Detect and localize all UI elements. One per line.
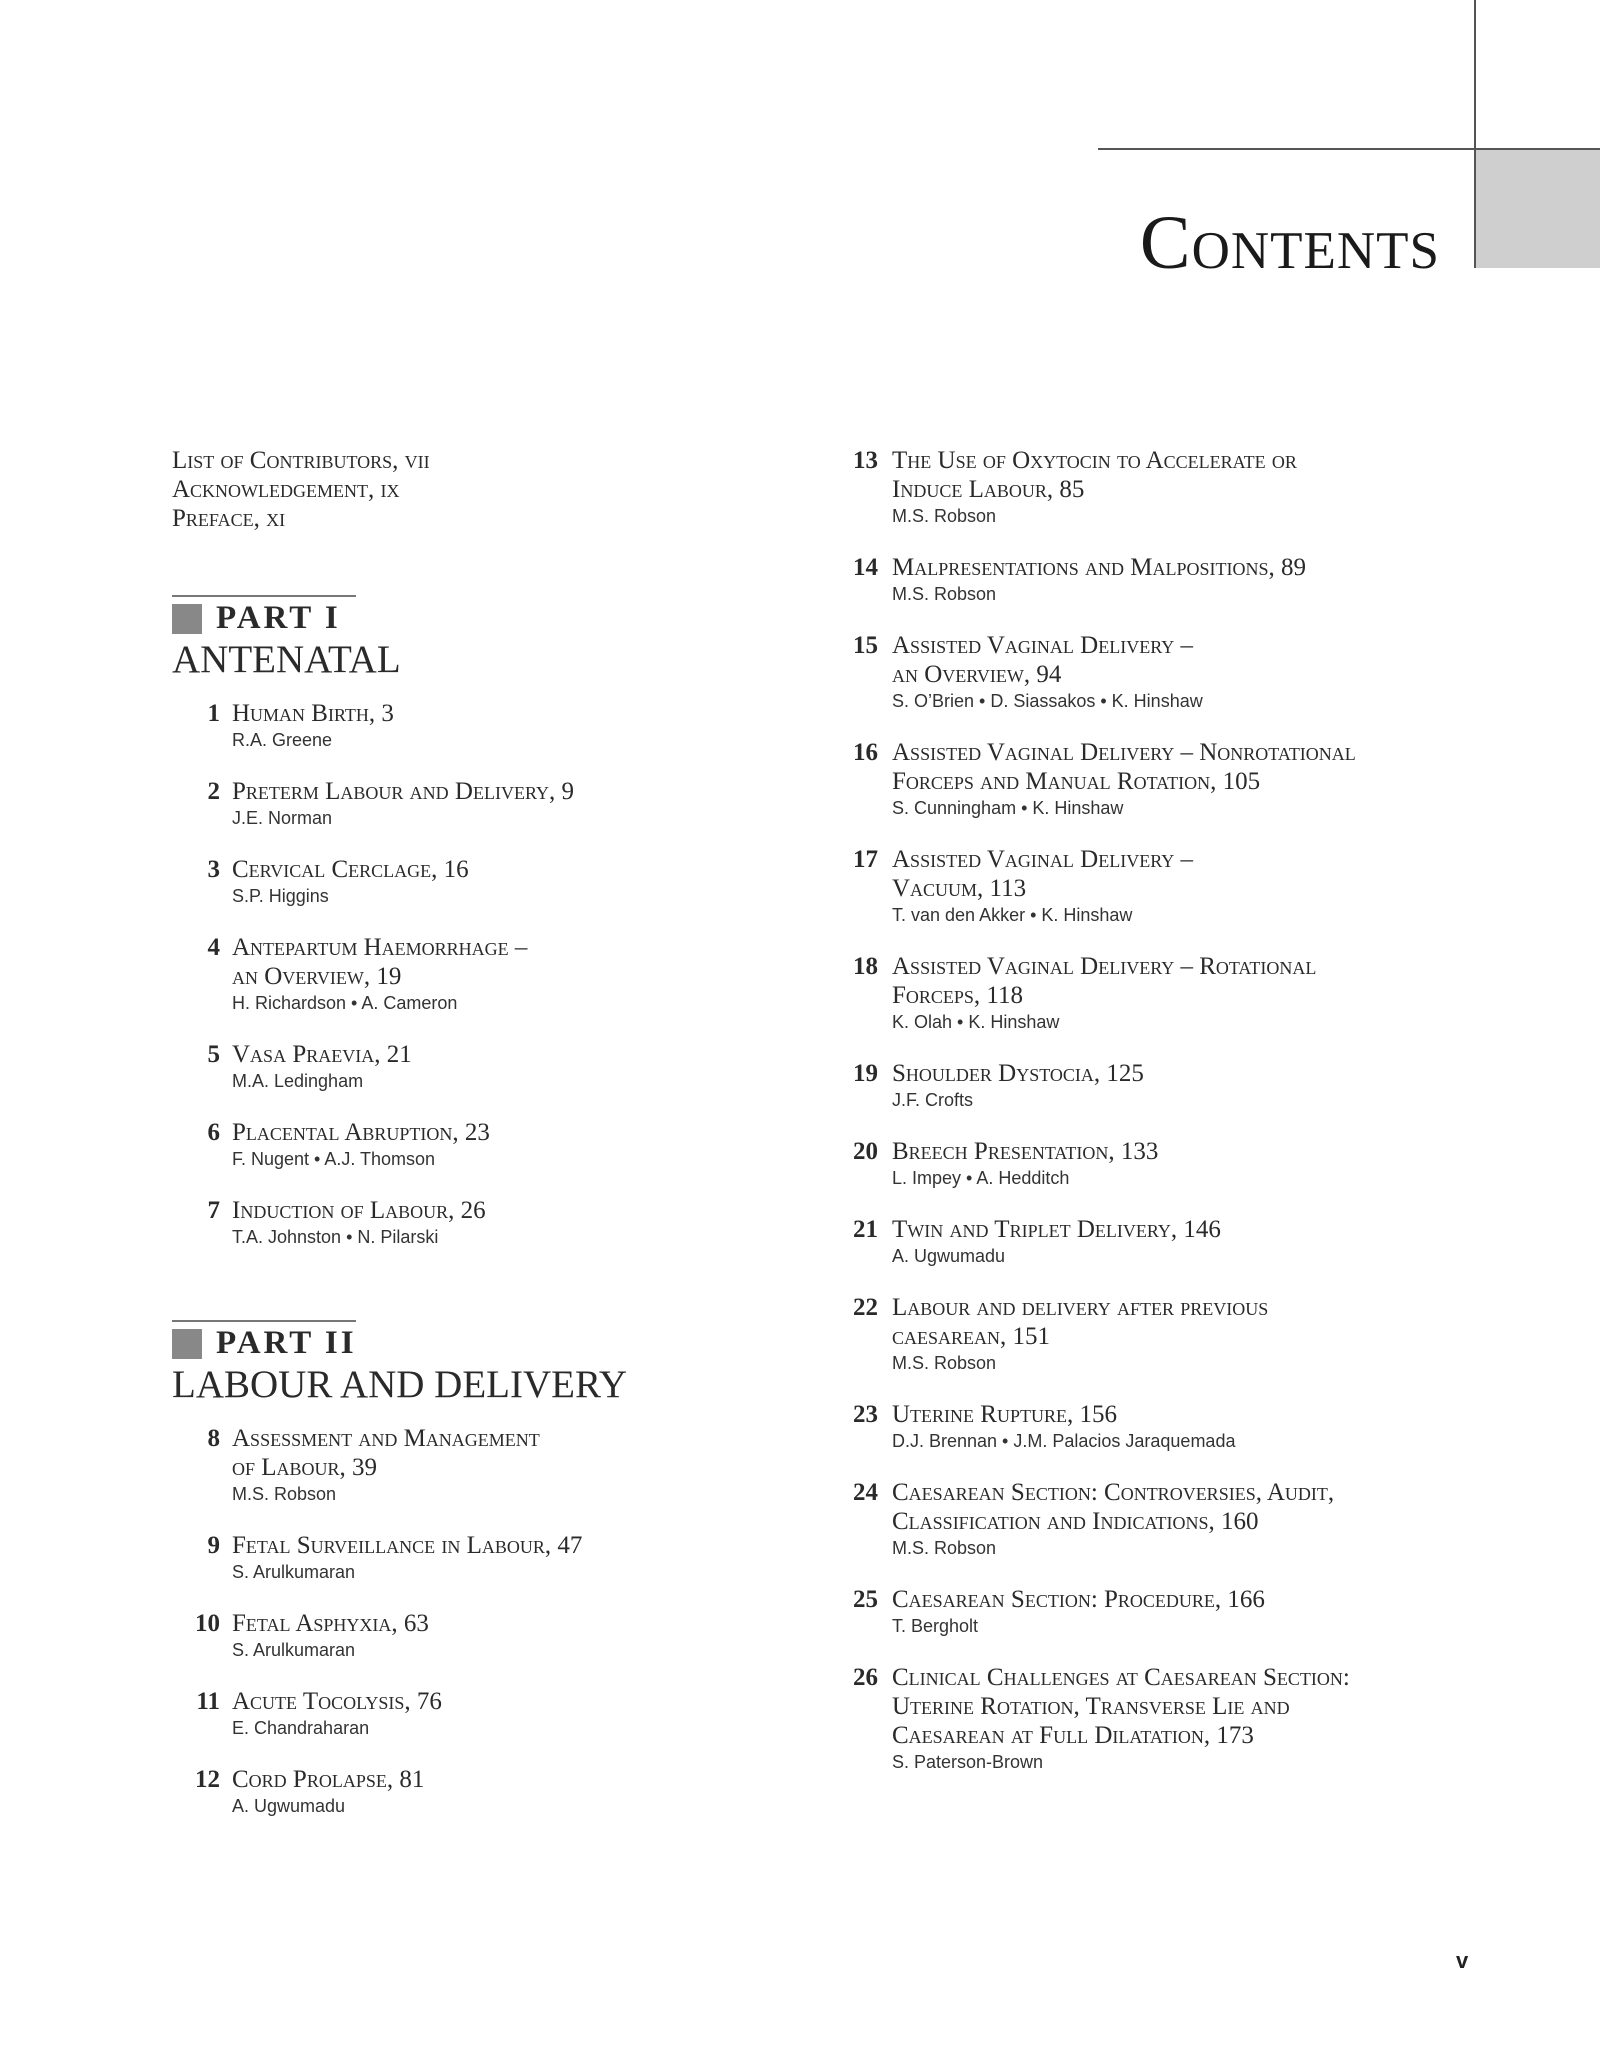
chapter-entry[interactable] <box>172 1609 772 1663</box>
chapter-entry[interactable] <box>846 446 1586 529</box>
part-number: PART II <box>216 1325 357 1361</box>
chapter-number: 3 <box>207 856 220 883</box>
chapter-number: 9 <box>207 1532 220 1559</box>
chapter-body <box>232 1118 772 1172</box>
chapter-body <box>892 738 1586 821</box>
front-matter-list <box>172 446 772 533</box>
chapter-title[interactable]: Fetal Asphyxia, 63 <box>232 1610 429 1637</box>
chapter-authors: E. Chandraharan <box>232 1718 370 1738</box>
part-title: LABOUR AND DELIVERY <box>172 1363 627 1406</box>
chapter-authors: S. Arulkumaran <box>232 1640 356 1660</box>
chapter-body <box>232 1424 772 1507</box>
chapter-title[interactable]: Induction of Labour, 26 <box>232 1197 486 1224</box>
chapter-entry[interactable] <box>172 1687 772 1741</box>
chapter-authors: M.S. Robson <box>892 1538 997 1558</box>
chapter-body <box>892 553 1586 607</box>
chapter-authors: S. Arulkumaran <box>232 1562 356 1582</box>
chapter-title[interactable]: Caesarean Section: Controversies, Audit, Classification and Indications, 160 <box>892 1479 1335 1535</box>
front-matter-item[interactable]: List of Contributors, vii <box>172 447 430 474</box>
chapter-authors: S.P. Higgins <box>232 886 329 906</box>
chapter-title[interactable]: Fetal Surveillance in Labour, 47 <box>232 1532 583 1559</box>
chapter-number: 26 <box>853 1664 878 1691</box>
chapter-number: 15 <box>853 632 878 659</box>
chapter-entry[interactable] <box>172 1424 772 1507</box>
chapter-number: 4 <box>207 934 220 961</box>
chapter-number: 7 <box>207 1197 220 1224</box>
chapter-title[interactable]: Vasa Praevia, 21 <box>232 1041 412 1068</box>
chapter-number: 25 <box>853 1586 878 1613</box>
chapter-entry[interactable] <box>172 777 772 831</box>
chapter-number: 10 <box>195 1610 220 1637</box>
page-title: Contents <box>1139 201 1440 285</box>
part-rule <box>172 1320 356 1322</box>
chapter-authors: T. van den Akker • K. Hinshaw <box>892 905 1133 925</box>
chapter-entry[interactable] <box>846 1400 1586 1454</box>
chapter-authors: D.J. Brennan • J.M. Palacios Jaraquemada <box>892 1431 1236 1451</box>
chapter-body <box>232 1609 772 1663</box>
chapter-list <box>172 1424 772 1819</box>
chapter-number: 22 <box>853 1294 878 1321</box>
chapter-body <box>892 1059 1586 1113</box>
chapter-body <box>232 1687 772 1741</box>
chapter-body <box>892 1400 1586 1454</box>
chapter-title[interactable]: Labour and delivery after previous caesarean, 151 <box>892 1294 1269 1350</box>
chapter-title[interactable]: Clinical Challenges at Caesarean Section: Uterine Rotation, Transverse Lie and Caesarean at Full Dilatation, 173 <box>892 1664 1350 1749</box>
chapter-number: 13 <box>853 447 878 474</box>
chapter-body <box>232 1531 772 1585</box>
chapter-authors: M.S. Robson <box>892 1353 997 1373</box>
chapter-entry[interactable] <box>172 699 772 753</box>
chapter-number: 17 <box>853 846 878 873</box>
chapter-number: 19 <box>853 1060 878 1087</box>
chapter-authors: S. O’Brien • D. Siassakos • K. Hinshaw <box>892 691 1203 711</box>
chapter-number: 5 <box>207 1041 220 1068</box>
chapter-authors: M.A. Ledingham <box>232 1071 364 1091</box>
chapter-entry[interactable] <box>846 553 1586 607</box>
chapter-number: 20 <box>853 1138 878 1165</box>
part-section <box>172 595 772 1250</box>
chapter-number: 23 <box>853 1401 878 1428</box>
chapter-authors: H. Richardson • A. Cameron <box>232 993 458 1013</box>
chapter-body <box>892 1478 1586 1561</box>
chapter-title[interactable]: Cervical Cerclage, 16 <box>232 856 469 883</box>
chapter-title[interactable]: Twin and Triplet Delivery, 146 <box>892 1216 1221 1243</box>
chapter-entry[interactable] <box>172 933 772 1016</box>
part-square-icon <box>172 604 202 634</box>
chapter-title[interactable]: Uterine Rupture, 156 <box>892 1401 1117 1428</box>
chapter-body <box>892 446 1586 529</box>
chapter-authors: A. Ugwumadu <box>232 1796 346 1816</box>
chapter-authors: L. Impey • A. Hedditch <box>892 1168 1070 1188</box>
chapter-authors: M.S. Robson <box>892 584 997 604</box>
chapter-title[interactable]: Assisted Vaginal Delivery – Rotational Forceps, 118 <box>892 953 1317 1009</box>
chapter-entry[interactable] <box>172 1531 772 1585</box>
chapter-title[interactable]: Antepartum Haemorrhage – an Overview, 19 <box>232 934 528 990</box>
part-section <box>172 1320 772 1819</box>
chapter-body <box>892 952 1586 1035</box>
chapter-authors: F. Nugent • A.J. Thomson <box>232 1149 436 1169</box>
chapter-body <box>232 855 772 909</box>
front-matter-item[interactable]: Acknowledgement, ix <box>172 476 400 503</box>
chapter-authors: R.A. Greene <box>232 730 333 750</box>
chapter-authors: T.A. Johnston • N. Pilarski <box>232 1227 439 1247</box>
chapter-body <box>232 777 772 831</box>
chapter-title[interactable]: Assisted Vaginal Delivery – Vacuum, 113 <box>892 846 1193 902</box>
header-tab-block <box>1476 150 1600 268</box>
chapter-body <box>892 1585 1586 1639</box>
chapter-entry[interactable] <box>846 1478 1586 1561</box>
chapter-body <box>892 845 1586 928</box>
chapter-body <box>232 699 772 753</box>
chapter-title[interactable]: Breech Presentation, 133 <box>892 1138 1159 1165</box>
chapter-entry[interactable] <box>846 738 1586 821</box>
chapter-body <box>892 1137 1586 1191</box>
chapter-entry[interactable] <box>846 952 1586 1035</box>
chapter-body <box>892 1215 1586 1269</box>
chapter-body <box>232 933 772 1016</box>
chapter-entry[interactable] <box>172 1040 772 1094</box>
chapter-entry[interactable] <box>172 1765 772 1819</box>
chapter-authors: J.F. Crofts <box>892 1090 974 1110</box>
chapter-authors: S. Cunningham • K. Hinshaw <box>892 798 1124 818</box>
chapter-number: 21 <box>853 1216 878 1243</box>
chapter-entry[interactable] <box>846 631 1586 714</box>
chapter-entry[interactable] <box>172 1118 772 1172</box>
contents-column-right <box>846 446 1586 1799</box>
chapter-title[interactable]: Malpresentations and Malpositions, 89 <box>892 554 1307 581</box>
chapter-authors: M.S. Robson <box>892 506 997 526</box>
chapter-body <box>232 1765 772 1819</box>
page-number: v <box>1456 1948 1469 1973</box>
chapter-number: 16 <box>853 739 878 766</box>
chapter-list <box>846 446 1586 1775</box>
chapter-title[interactable]: Preterm Labour and Delivery, 9 <box>232 778 574 805</box>
front-matter-item[interactable]: Preface, xi <box>172 505 286 532</box>
chapter-title[interactable]: Assisted Vaginal Delivery – Nonrotational Forceps and Manual Rotation, 105 <box>892 739 1356 795</box>
chapter-body <box>232 1196 772 1250</box>
chapter-number: 6 <box>207 1119 220 1146</box>
chapter-title[interactable]: Cord Prolapse, 81 <box>232 1766 425 1793</box>
chapter-authors: A. Ugwumadu <box>892 1246 1006 1266</box>
chapter-entry[interactable] <box>846 1215 1586 1269</box>
chapter-entry[interactable] <box>846 1137 1586 1191</box>
part-heading <box>172 600 772 637</box>
chapter-authors: T. Bergholt <box>892 1616 979 1636</box>
chapter-entry[interactable] <box>846 845 1586 928</box>
chapter-entry[interactable] <box>846 1663 1586 1775</box>
chapter-authors: M.S. Robson <box>232 1484 337 1504</box>
chapter-title[interactable]: Assessment and Management of Labour, 39 <box>232 1425 540 1481</box>
chapter-body <box>892 1663 1586 1775</box>
chapter-list <box>172 699 772 1250</box>
chapter-authors: K. Olah • K. Hinshaw <box>892 1012 1060 1032</box>
chapter-body <box>892 631 1586 714</box>
chapter-number: 11 <box>196 1688 220 1715</box>
chapter-authors: S. Paterson-Brown <box>892 1752 1044 1772</box>
part-number: PART I <box>216 600 341 636</box>
chapter-title[interactable]: Acute Tocolysis, 76 <box>232 1688 442 1715</box>
part-square-icon <box>172 1329 202 1359</box>
chapter-number: 8 <box>207 1425 220 1452</box>
chapter-number: 14 <box>853 554 878 581</box>
chapter-title[interactable]: Human Birth, 3 <box>232 700 394 727</box>
chapter-number: 12 <box>195 1766 220 1793</box>
chapter-entry[interactable] <box>846 1293 1586 1376</box>
chapter-entry[interactable] <box>846 1585 1586 1639</box>
chapter-number: 18 <box>853 953 878 980</box>
chapter-body <box>232 1040 772 1094</box>
chapter-title[interactable]: Caesarean Section: Procedure, 166 <box>892 1586 1265 1613</box>
chapter-number: 24 <box>853 1479 878 1506</box>
chapter-title[interactable]: Assisted Vaginal Delivery – an Overview, 94 <box>892 632 1193 688</box>
chapter-authors: J.E. Norman <box>232 808 333 828</box>
part-heading <box>172 1325 772 1362</box>
chapter-body <box>892 1293 1586 1376</box>
contents-column-left <box>172 446 772 1843</box>
chapter-title[interactable]: Shoulder Dystocia, 125 <box>892 1060 1144 1087</box>
part-title: ANTENATAL <box>172 638 401 681</box>
chapter-entry[interactable] <box>172 1196 772 1250</box>
chapter-title[interactable]: The Use of Oxytocin to Accelerate or Induce Labour, 85 <box>892 447 1297 503</box>
chapter-number: 1 <box>207 700 220 727</box>
part-rule <box>172 595 356 597</box>
chapter-entry[interactable] <box>172 855 772 909</box>
chapter-number: 2 <box>207 778 220 805</box>
chapter-entry[interactable] <box>846 1059 1586 1113</box>
chapter-title[interactable]: Placental Abruption, 23 <box>232 1119 490 1146</box>
